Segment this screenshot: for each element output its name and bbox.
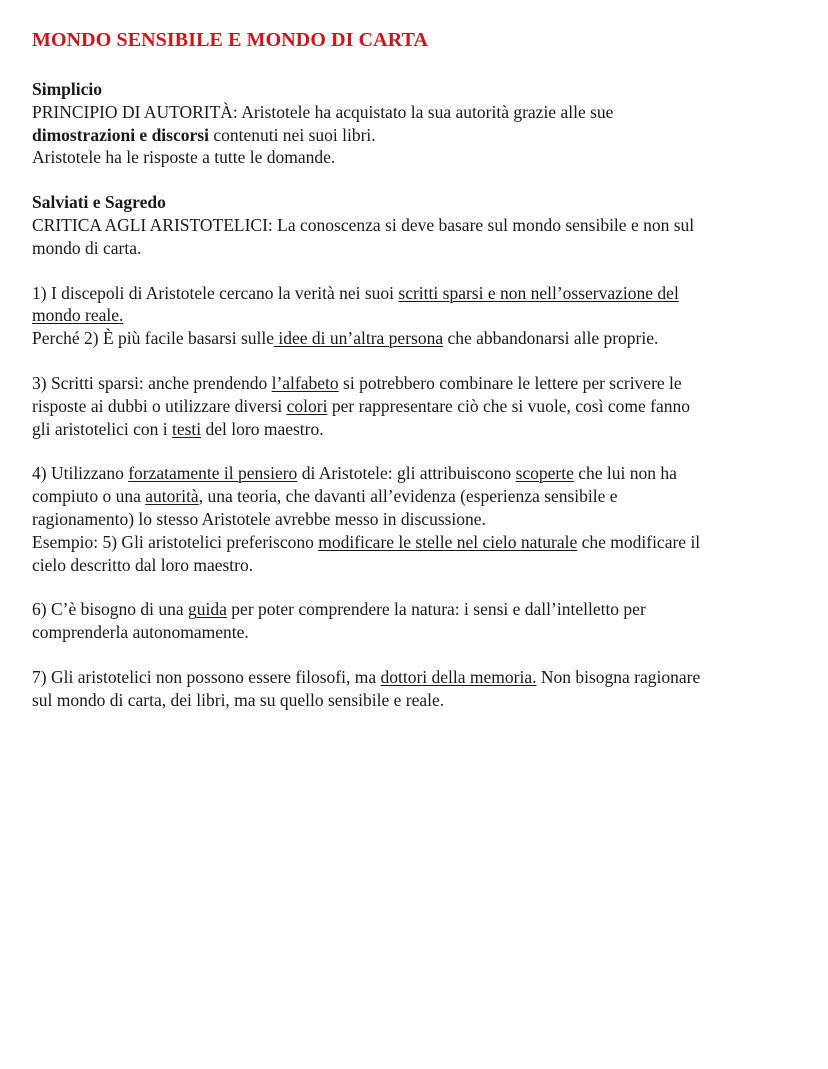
text-span: che abbandonarsi alle proprie. [443,328,659,349]
text-span: 4) Utilizzano [32,463,129,484]
section-salviati-sagredo [32,191,802,259]
document-title: MONDO SENSIBILE E MONDO DI CARTA [32,29,429,51]
text-span: si potrebbero combinare le lettere per scrivere le [338,372,682,393]
text-line [32,327,802,350]
document-page [32,28,802,734]
underlined-text: l’alfabeto [271,372,339,393]
text-line: CRITICA AGLI ARISTOTELICI: La conoscenza si deve basare sul mondo sensibile e non sul [32,214,695,235]
text-line [32,598,802,621]
text-line: ragionamento) lo stesso Aristotele avrebbe messo in discussione. [32,508,486,529]
text-span: , una teoria, che davanti all’evidenza (esperienza sensibile e [198,486,618,507]
text-span: che modificare il [577,531,701,552]
paragraph-7 [32,666,802,712]
text-span: di Aristotele: gli attribuiscono [297,463,516,484]
text-line [32,418,802,441]
text-line [32,304,802,327]
underlined-text: dottori della memoria. [380,666,537,687]
underlined-text: autorità [145,486,199,507]
text-span: del loro maestro. [201,418,324,439]
section-heading-salviati-sagredo: Salviati e Sagredo [32,192,166,213]
underlined-text: idee di un’altra persona [274,328,444,349]
text-line [32,462,802,485]
underlined-text: modificare le stelle nel cielo naturale [318,531,578,552]
text-span: 6) C’è bisogno di una [32,599,189,620]
text-line [32,485,802,508]
text-line [32,395,802,418]
text-span: che lui non ha [573,463,677,484]
text-span: Non bisogna ragionare [536,666,701,687]
text-line [32,282,802,305]
text-span: 7) Gli aristotelici non possono essere filosofi, ma [32,666,381,687]
underlined-text: guida [188,599,227,620]
text-line [32,531,802,554]
text-span: per poter comprendere la natura: i sensi e dall’intelletto per [226,599,646,620]
text-line: sul mondo di carta, dei libri, ma su quello sensibile e reale. [32,689,445,710]
text-span: compiuto o una [32,486,146,507]
text-line: PRINCIPIO DI AUTORITÀ: Aristotele ha acquistato la sua autorità grazie alle sue [32,101,614,122]
text-span: gli aristotelici con i [32,418,172,439]
text-span: 3) Scritti sparsi: anche prendendo [32,372,272,393]
section-simplicio [32,78,802,169]
underlined-text: forzatamente il pensiero [128,463,298,484]
paragraph-3 [32,372,802,440]
text-span: risposte ai dubbi o utilizzare diversi [32,395,287,416]
underlined-text: testi [171,418,202,439]
underlined-text: mondo reale. [32,305,124,326]
text-line [32,124,802,147]
text-line [32,666,802,689]
text-line: mondo di carta. [32,237,142,258]
text-line: cielo descritto dal loro maestro. [32,554,254,575]
underlined-text: scoperte [515,463,574,484]
paragraph-6 [32,598,802,644]
paragraph-4-5 [32,462,802,576]
bold-text: dimostrazioni e discorsi [32,124,209,145]
text-span: contenuti nei suoi libri. [208,124,376,145]
text-line: Aristotele ha le risposte a tutte le domande. [32,147,336,168]
section-heading-simplicio: Simplicio [32,79,103,99]
text-span: Perché 2) È più facile basarsi sulle [32,328,274,349]
text-line [32,372,802,395]
underlined-text: colori [286,395,328,416]
underlined-text: scritti sparsi e non nell’osservazione del [398,282,679,303]
text-line: comprenderla autonomamente. [32,622,249,643]
text-span: per rappresentare ciò che si vuole, così come fanno [327,395,690,416]
text-span: 1) I discepoli di Aristotele cercano la verità nei suoi [32,282,399,303]
text-span: Esempio: 5) Gli aristotelici preferiscono [32,531,319,552]
paragraph-1-2 [32,282,802,350]
